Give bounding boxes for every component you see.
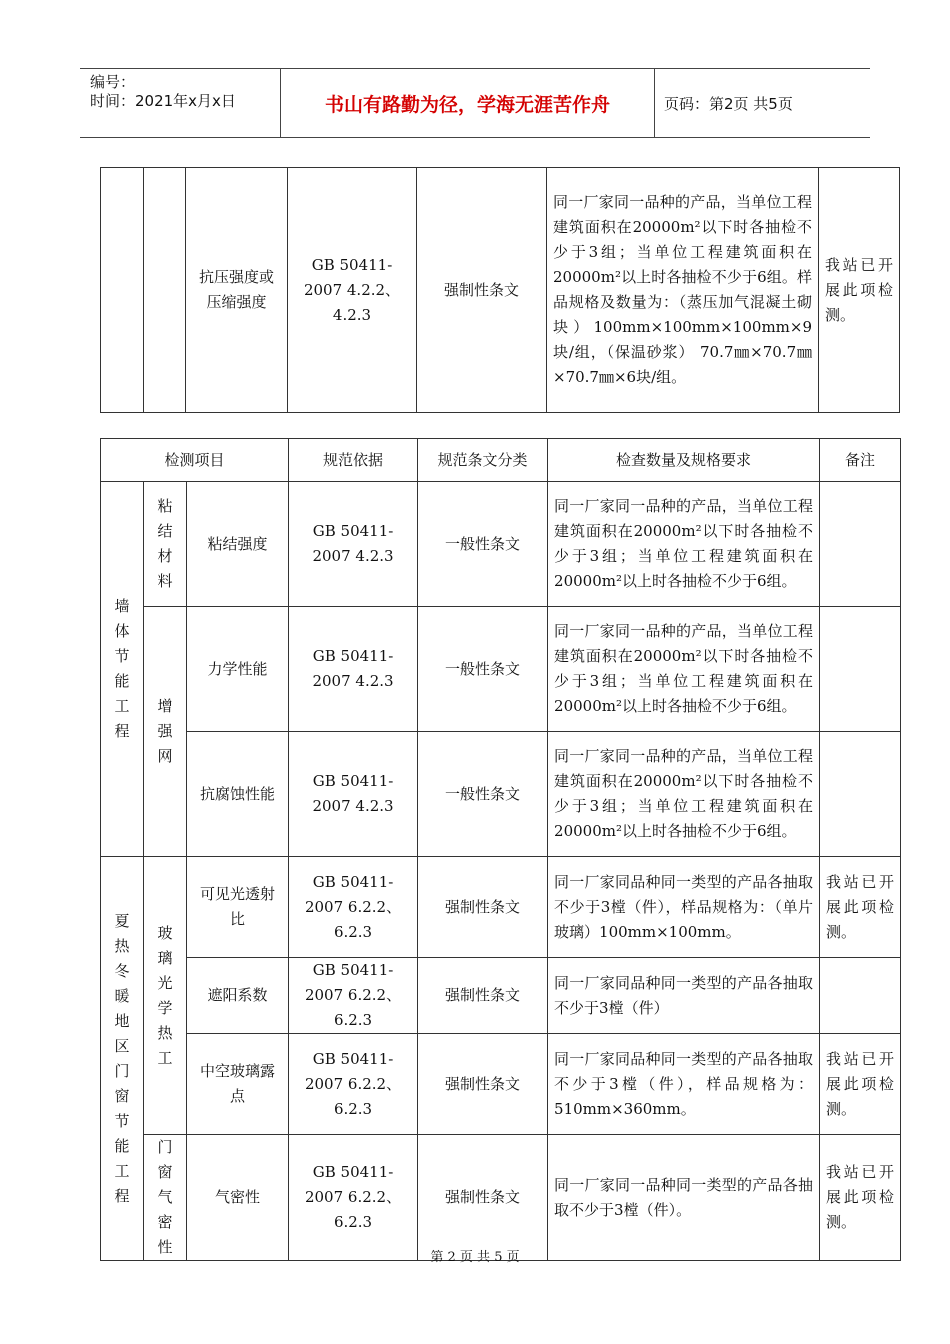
standard-cell: GB 50411-2007 6.2.2、6.2.3 (289, 1135, 418, 1261)
standard-cell: GB 50411-2007 6.2.2、6.2.3 (289, 857, 418, 958)
sub-mesh (144, 607, 187, 857)
sub-adhesive (144, 482, 187, 607)
note-cell (820, 482, 901, 607)
page-footer: 第 2 页 共 5 页 (430, 1250, 520, 1265)
table-row (101, 1034, 901, 1135)
requirement-cell: 同一厂家同一品种同一类型的产品各抽取不少于3樘（件）。 (548, 1135, 820, 1261)
standard-cell: GB 50411-2007 6.2.2、6.2.3 (289, 1034, 418, 1135)
note-cell: 我站已开展此项检测。 (820, 857, 901, 958)
category-cell: 强制性条文 (418, 958, 548, 1034)
header-requirement: 检查数量及规格要求 (548, 439, 820, 482)
requirement-cell: 同一厂家同品种同一类型的产品各抽取不少于3樘（件），样品规格为： 510mm×360mm。 (548, 1034, 820, 1135)
header-standard: 规范依据 (289, 439, 418, 482)
header-note: 备注 (820, 439, 901, 482)
table-row (101, 168, 900, 413)
requirement-cell: 同一厂家同品种同一类型的产品各抽取不少于3樘（件），样品规格为：（单片玻璃）100mm×100mm。 (548, 857, 820, 958)
standard-cell: GB 50411-2007 4.2.3 (289, 732, 418, 857)
requirement-cell: 同一厂家同品种同一类型的产品各抽取不少于3樘（件） (548, 958, 820, 1034)
category-cell: 一般性条文 (418, 732, 548, 857)
requirement-cell: 同一厂家同一品种的产品，当单位工程建筑面积在20000m²以下时各抽检不少于3组；当单位工程建筑面积在20000m²以上时各抽检不少于6组。 (548, 482, 820, 607)
note-cell (820, 607, 901, 732)
note-cell (820, 958, 901, 1034)
table-header-row (101, 439, 901, 482)
item-cell: 粘结强度 (187, 482, 289, 607)
number-label: 编号： (90, 73, 136, 91)
note-cell (820, 732, 901, 857)
sub-airtight (144, 1135, 187, 1261)
requirement-cell: 同一厂家同一品种的产品，当单位工程建筑面积在20000m²以下时各抽检不少于3组；当单位工程建筑面积在20000m²以上时各抽检不少于6组。 (548, 607, 820, 732)
category-cell: 强制性条文 (418, 857, 548, 958)
sub-label: 玻璃光学热工 (157, 923, 173, 1067)
table-row (101, 732, 901, 857)
category-cell: 强制性条文 (418, 1135, 548, 1261)
sub-glass (144, 857, 187, 1135)
table-row (101, 607, 901, 732)
header-meta (90, 73, 290, 111)
table-row (101, 1135, 901, 1261)
standard-cell: GB 50411-2007 4.2.2、4.2.3 (288, 168, 417, 413)
page-info: 页码：第2页 共5页 (664, 94, 793, 113)
item-cell: 抗腐蚀性能 (187, 732, 289, 857)
table-row (101, 857, 901, 958)
category-cell: 一般性条文 (418, 607, 548, 732)
table-row (101, 482, 901, 607)
header-category: 规范条文分类 (418, 439, 548, 482)
table-testing-items (100, 438, 901, 1261)
category-cell: 强制性条文 (418, 1034, 548, 1135)
item-cell: 力学性能 (187, 607, 289, 732)
standard-cell: GB 50411-2007 4.2.3 (289, 482, 418, 607)
item-cell: 气密性 (187, 1135, 289, 1261)
group-wall-energy (101, 482, 144, 857)
item-cell: 遮阳系数 (187, 958, 289, 1034)
header-divider (654, 69, 655, 137)
page-header (80, 68, 870, 138)
standard-cell: GB 50411-2007 4.2.3 (289, 607, 418, 732)
item-cell: 可见光透射比 (187, 857, 289, 958)
empty-cell (144, 168, 186, 413)
header-item: 检测项目 (101, 439, 289, 482)
requirement-cell: 同一厂家同一品种的产品，当单位工程建筑面积在20000m²以下时各抽检不少于3组；当单位工程建筑面积在20000m²以上时各抽检不少于6组。样品规格及数量为：（蒸压加气混凝土砌块）100mm×100mm×100mm×9块/组，（保温砂浆） 70.7㎜×70.7㎜×70.7㎜×6块/组。 (547, 168, 819, 413)
standard-cell: GB 50411-2007 6.2.2、6.2.3 (289, 958, 418, 1034)
category-cell: 一般性条文 (418, 482, 548, 607)
item-cell: 抗压强度或压缩强度 (186, 168, 288, 413)
group-label: 墙体节能工程 (114, 597, 130, 740)
table-row (101, 958, 901, 1034)
sub-label: 增强网 (157, 697, 173, 765)
sub-label: 门窗气密性 (157, 1138, 173, 1256)
group-window-energy (101, 857, 144, 1261)
requirement-cell: 同一厂家同一品种的产品，当单位工程建筑面积在20000m²以下时各抽检不少于3组；当单位工程建筑面积在20000m²以上时各抽检不少于6组。 (548, 732, 820, 857)
item-cell: 中空玻璃露点 (187, 1034, 289, 1135)
note-cell: 我站已开展此项检测。 (820, 1135, 901, 1261)
table-continuation (100, 167, 900, 413)
note-cell: 我站已开展此项检测。 (820, 1034, 901, 1135)
group-label: 夏热冬暖地区门窗节能工程 (114, 911, 130, 1205)
category-cell: 强制性条文 (417, 168, 547, 413)
sub-label: 粘结材料 (157, 497, 173, 590)
time-label: 时间：2021年x月x日 (90, 92, 236, 110)
header-motto: 书山有路勤为径，学海无涯苦作舟 (324, 93, 610, 116)
empty-cell (101, 168, 144, 413)
note-cell: 我站已开展此项检测。 (819, 168, 900, 413)
